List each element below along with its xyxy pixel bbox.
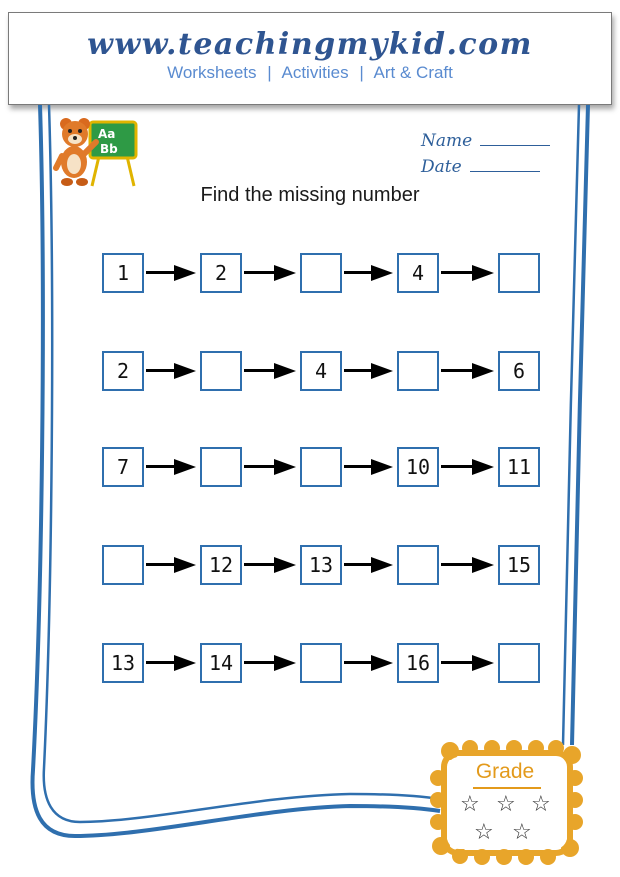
number-box: 14 <box>200 643 242 683</box>
star-icon[interactable]: ☆ <box>531 792 551 817</box>
number-box: 2 <box>102 351 144 391</box>
svg-text:Bb: Bb <box>100 142 118 156</box>
answer-box-blank[interactable] <box>397 351 439 391</box>
arrow-right-icon <box>441 363 494 379</box>
date-field[interactable] <box>421 157 540 177</box>
answer-box-blank[interactable] <box>200 351 242 391</box>
number-box: 13 <box>300 545 342 585</box>
nav-separator: | <box>359 63 364 82</box>
number-box: 10 <box>397 447 439 487</box>
arrow-right-icon <box>146 265 196 281</box>
number-box: 6 <box>498 351 540 391</box>
answer-box-blank[interactable] <box>498 253 540 293</box>
arrow-right-icon <box>146 655 196 671</box>
arrow-right-icon <box>441 557 494 573</box>
arrow-right-icon <box>344 557 393 573</box>
arrow-right-icon <box>344 265 393 281</box>
number-box: 12 <box>200 545 242 585</box>
number-box: 4 <box>300 351 342 391</box>
number-box: 11 <box>498 447 540 487</box>
answer-box-blank[interactable] <box>300 643 342 683</box>
date-blank[interactable] <box>470 157 540 172</box>
grade-underline <box>473 787 541 789</box>
number-box: 15 <box>498 545 540 585</box>
star-icon[interactable]: ☆ <box>496 792 516 817</box>
arrow-right-icon <box>441 459 494 475</box>
answer-box-blank[interactable] <box>397 545 439 585</box>
name-blank[interactable] <box>480 131 550 146</box>
arrow-right-icon <box>244 557 296 573</box>
svg-text:Aa: Aa <box>98 127 116 141</box>
star-icon[interactable]: ☆ <box>460 792 480 817</box>
nav-art-craft[interactable]: Art & Craft <box>373 63 453 82</box>
bear-mascot-icon <box>52 112 142 190</box>
arrow-right-icon <box>146 363 196 379</box>
grade-label: Grade <box>475 760 535 783</box>
arrow-right-icon <box>146 459 196 475</box>
arrow-right-icon <box>441 265 494 281</box>
answer-box-blank[interactable] <box>102 545 144 585</box>
number-box: 13 <box>102 643 144 683</box>
answer-box-blank[interactable] <box>300 253 342 293</box>
answer-box-blank[interactable] <box>200 447 242 487</box>
name-label: Name <box>421 131 473 151</box>
arrow-right-icon <box>244 459 296 475</box>
arrow-right-icon <box>344 459 393 475</box>
nav-activities[interactable]: Activities <box>281 63 349 82</box>
number-box: 4 <box>397 253 439 293</box>
number-box: 16 <box>397 643 439 683</box>
arrow-right-icon <box>146 557 196 573</box>
nav-worksheets[interactable]: Worksheets <box>167 63 257 82</box>
answer-box-blank[interactable] <box>498 643 540 683</box>
date-label: Date <box>421 157 462 177</box>
number-box: 1 <box>102 253 144 293</box>
star-icon[interactable]: ☆ <box>474 820 494 845</box>
star-icon[interactable]: ☆ <box>512 820 532 845</box>
arrow-right-icon <box>244 655 296 671</box>
answer-box-blank[interactable] <box>300 447 342 487</box>
arrow-right-icon <box>441 655 494 671</box>
name-field[interactable] <box>421 131 550 151</box>
arrow-right-icon <box>244 265 296 281</box>
arrow-right-icon <box>344 363 393 379</box>
number-box: 7 <box>102 447 144 487</box>
arrow-right-icon <box>244 363 296 379</box>
nav-separator: | <box>267 63 272 82</box>
instruction-text: Find the missing number <box>200 184 420 206</box>
site-title[interactable]: www.teachingmykid.com <box>87 27 533 62</box>
number-box: 2 <box>200 253 242 293</box>
arrow-right-icon <box>344 655 393 671</box>
